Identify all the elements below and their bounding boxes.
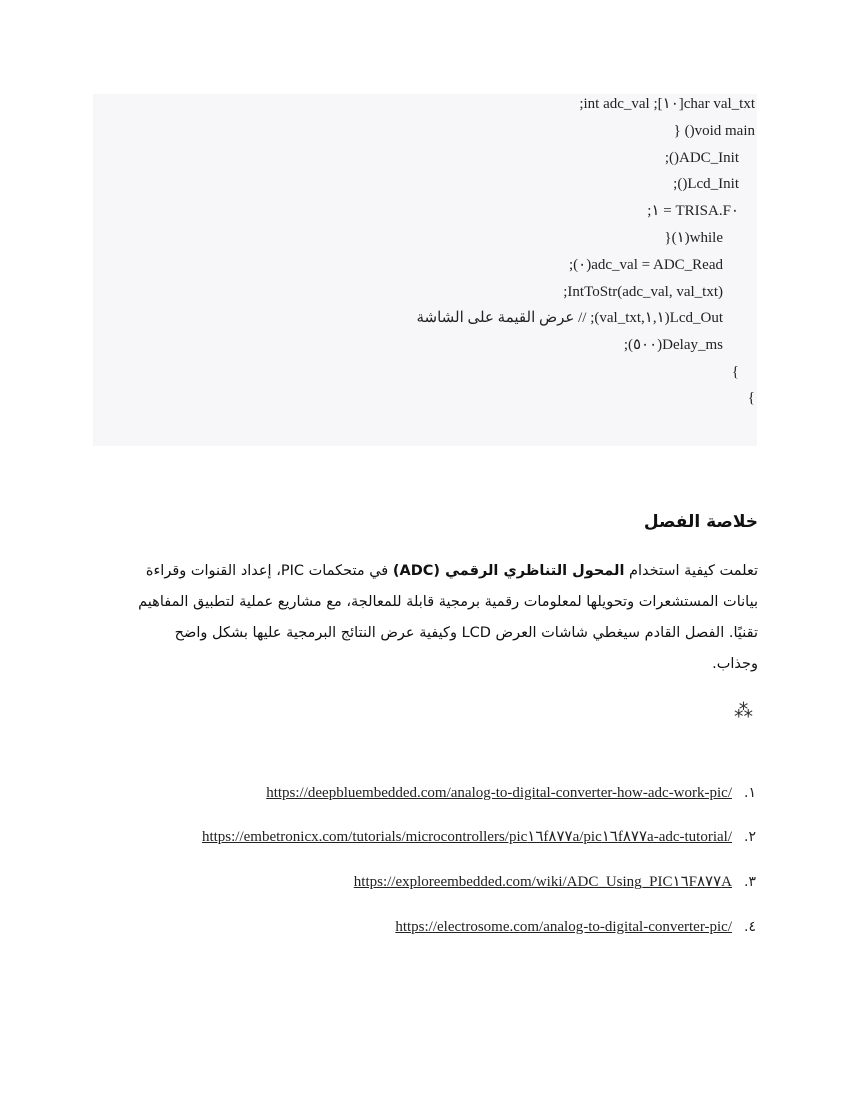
reference-number: ١. [744, 785, 756, 801]
reference-link[interactable]: https://exploreembedded.com/wiki/ADC_Using_PIC١٦F٨٧٧A [353, 874, 733, 890]
code-line: } [747, 390, 755, 406]
reference-item [354, 872, 756, 892]
reference-link[interactable]: https://electrosome.com/analog-to-digital-converter-pic/ [395, 919, 733, 935]
code-line: Lcd_Init(); [673, 176, 739, 192]
summary-text: تعلمت كيفية استخدام [624, 563, 758, 579]
reference-number: ٣. [744, 874, 756, 890]
code-line: ADC_Init(); [664, 150, 739, 166]
section-title: خلاصة الفصل [643, 512, 758, 532]
reference-number: ٢. [744, 829, 756, 845]
code-line: TRISA.F٠ = ١; [647, 203, 739, 219]
code-line: Lcd_Out(١,١,val_txt); // عرض القيمة على الشاشة [416, 310, 723, 326]
reference-link[interactable]: https://deepbluembedded.com/analog-to-digital-converter-how-adc-work-pic/ [266, 785, 733, 801]
summary-text: في متحكمات PIC، إعداد القنوات وقراءة بيانات المستشعرات وتحويلها لمعلومات رقمية برمجية قابلة للمعالجة، مع مشاريع عملية لتطبيق المفاهيم تقنيًا. الفصل القادم سيغطي شاشات العرض LCD وكيفية عرض النتائج البرمجية عليها بشكل واضح وجذاب. [138, 563, 758, 672]
reference-item [395, 917, 756, 937]
code-line: char val_txt[١٠]; int adc_val; [579, 96, 755, 112]
asterism-divider: ⁂ [734, 700, 753, 722]
reference-link[interactable]: https://embetronicx.com/tutorials/microcontrollers/pic١٦f٨٧٧a/pic١٦f٨٧٧a-adc-tutorial/ [201, 829, 733, 845]
summary-bold-term: المحول التناظري الرقمي (ADC) [392, 563, 625, 579]
code-block [93, 94, 757, 446]
reference-number: ٤. [744, 919, 756, 935]
code-line: void main() { [673, 123, 755, 139]
code-line: while(١){ [664, 230, 723, 246]
reference-item [266, 783, 756, 803]
code-line: Delay_ms(٥٠٠); [623, 337, 723, 353]
summary-paragraph [128, 556, 758, 680]
code-line: adc_val = ADC_Read(٠); [569, 257, 723, 273]
code-line: IntToStr(adc_val, val_txt); [563, 284, 723, 300]
reference-item [202, 827, 756, 847]
code-line: } [731, 364, 739, 380]
